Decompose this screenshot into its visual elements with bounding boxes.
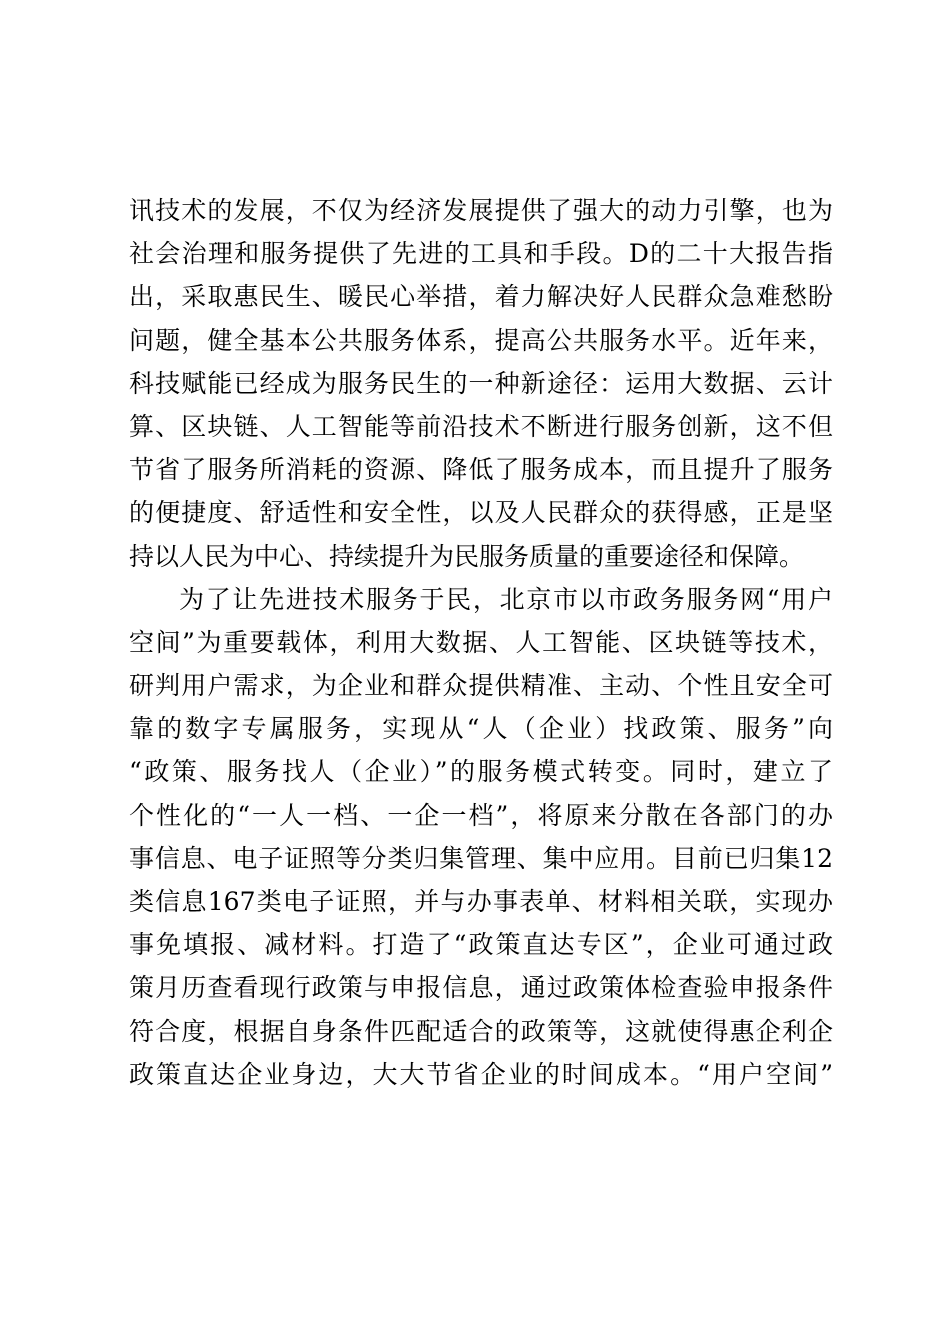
text-line: “政策、服务找人（企业）”的服务模式转变。同时，建立了: [129, 757, 833, 787]
text-line: 出，采取惠民生、暖民心举措，着力解决好人民群众急难愁盼: [129, 282, 833, 312]
text-line: 社会治理和服务提供了先进的工具和手段。D的二十大报告指: [129, 239, 833, 269]
text-line: 科技赋能已经成为服务民生的一种新途径：运用大数据、云计: [129, 368, 833, 398]
text-line: 的便捷度、舒适性和安全性，以及人民群众的获得感，正是坚: [129, 498, 833, 528]
text-line: 讯技术的发展，不仅为经济发展提供了强大的动力引擎，也为: [129, 196, 833, 225]
text-line: 靠的数字专属服务，实现从“人（企业）找政策、服务”向: [129, 714, 833, 744]
text-line: 节省了服务所消耗的资源、降低了服务成本，而且提升了服务: [129, 455, 833, 485]
text-line: 空间”为重要载体，利用大数据、人工智能、区块链等技术，: [129, 627, 833, 657]
text-line: 事信息、电子证照等分类归集管理、集中应用。目前已归集12: [129, 843, 833, 873]
text-line: 符合度，根据自身条件匹配适合的政策等，这就使得惠企利企: [129, 1016, 833, 1046]
text-line: 问题，健全基本公共服务体系，提高公共服务水平。近年来，: [129, 325, 833, 355]
body-text: [129, 189, 833, 1096]
text-line: 政策直达企业身边，大大节省企业的时间成本。“用户空间”: [129, 1059, 833, 1089]
text-line: 个性化的“一人一档、一企一档”，将原来分散在各部门的办: [129, 800, 833, 830]
text-line: 策月历查看现行政策与申报信息，通过政策体检查验申报条件: [129, 973, 833, 1003]
paragraph-first-line: 为了让先进技术服务于民，北京市以市政务服务网“用户: [179, 584, 833, 614]
text-line: 研判用户需求，为企业和群众提供精准、主动、个性且安全可: [129, 671, 833, 701]
text-line: 事免填报、减材料。打造了“政策直达专区”，企业可通过政: [129, 930, 833, 960]
text-line: 类信息167类电子证照，并与办事表单、材料相关联，实现办: [129, 887, 833, 916]
text-line: 算、区块链、人工智能等前沿技术不断进行服务创新，这不但: [129, 411, 833, 441]
text-line: 持以人民为中心、持续提升为民服务质量的重要途径和保障。: [129, 541, 805, 571]
